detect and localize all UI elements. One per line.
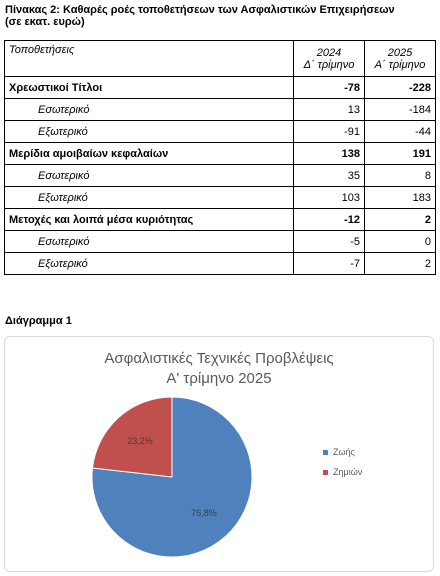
header-2024-q4	[294, 41, 365, 77]
row-label: Εσωτερικό	[5, 165, 294, 187]
row-value-2024: -12	[294, 209, 365, 231]
row-label: Εξωτερικό	[5, 253, 294, 275]
legend-item	[323, 442, 362, 462]
header-placements: Τοποθετήσεις	[5, 41, 294, 77]
row-value-2025: 8	[365, 165, 436, 187]
row-value-2024: 13	[294, 99, 365, 121]
table-title-units: (σε εκατ. ευρώ)	[5, 16, 85, 28]
row-value-2024: -91	[294, 121, 365, 143]
table-row	[5, 121, 436, 143]
row-label: Εσωτερικό	[5, 99, 294, 121]
row-value-2024: 103	[294, 187, 365, 209]
legend-item	[323, 462, 362, 482]
legend-label: Ζωής	[333, 447, 355, 457]
table-row	[5, 165, 436, 187]
diagram-label: Διάγραμμα 1	[5, 315, 72, 327]
row-value-2025: 183	[365, 187, 436, 209]
table-row	[5, 99, 436, 121]
legend-swatch	[323, 450, 328, 455]
header-2025-q1	[365, 41, 436, 77]
table-row	[5, 231, 436, 253]
row-value-2025: -228	[365, 77, 436, 99]
row-label: Εξωτερικό	[5, 187, 294, 209]
row-value-2024: -5	[294, 231, 365, 253]
pie-data-label: 23,2%	[127, 436, 153, 447]
row-value-2025: 191	[365, 143, 436, 165]
placements-table	[4, 40, 436, 275]
table-row	[5, 77, 436, 99]
row-value-2025: 2	[365, 253, 436, 275]
pie-data-label: 76,8%	[191, 507, 217, 518]
header-col2-period: Α΄ τρίμηνο	[374, 58, 426, 71]
row-value-2025: 0	[365, 231, 436, 253]
chart-title-line1: Ασφαλιστικές Τεχνικές Προβλέψεις	[104, 350, 334, 367]
row-value-2024: 138	[294, 143, 365, 165]
legend-label: Ζημιών	[333, 467, 363, 477]
row-label: Χρεωστικοί Τίτλοι	[5, 77, 294, 99]
header-col2-year: 2025	[387, 46, 413, 59]
chart-title-line2: Α' τρίμηνο 2025	[166, 370, 272, 387]
row-value-2025: 2	[365, 209, 436, 231]
row-label: Μετοχές και λοιπά μέσα κυριότητας	[5, 209, 294, 231]
table-title	[5, 4, 435, 28]
chart-legend	[323, 442, 362, 482]
table-header-row	[5, 41, 436, 77]
row-value-2025: -44	[365, 121, 436, 143]
pie-chart	[5, 337, 433, 571]
row-value-2024: -7	[294, 253, 365, 275]
table-title-main: Πίνακας 2: Καθαρές ροές τοποθετήσεων των Ασφαλιστικών Επιχειρήσεων	[5, 4, 395, 16]
header-col1-year: 2024	[316, 46, 342, 59]
row-label: Εξωτερικό	[5, 121, 294, 143]
row-label: Εσωτερικό	[5, 231, 294, 253]
pie-chart-panel	[4, 336, 434, 572]
legend-swatch	[323, 470, 328, 475]
row-value-2024: 35	[294, 165, 365, 187]
row-value-2024: -78	[294, 77, 365, 99]
row-label: Μερίδια αμοιβαίων κεφαλαίων	[5, 143, 294, 165]
table-row	[5, 187, 436, 209]
table-row	[5, 209, 436, 231]
row-value-2025: -184	[365, 99, 436, 121]
table-row	[5, 253, 436, 275]
table-row	[5, 143, 436, 165]
header-col1-period: Δ΄ τρίμηνο	[303, 58, 355, 71]
